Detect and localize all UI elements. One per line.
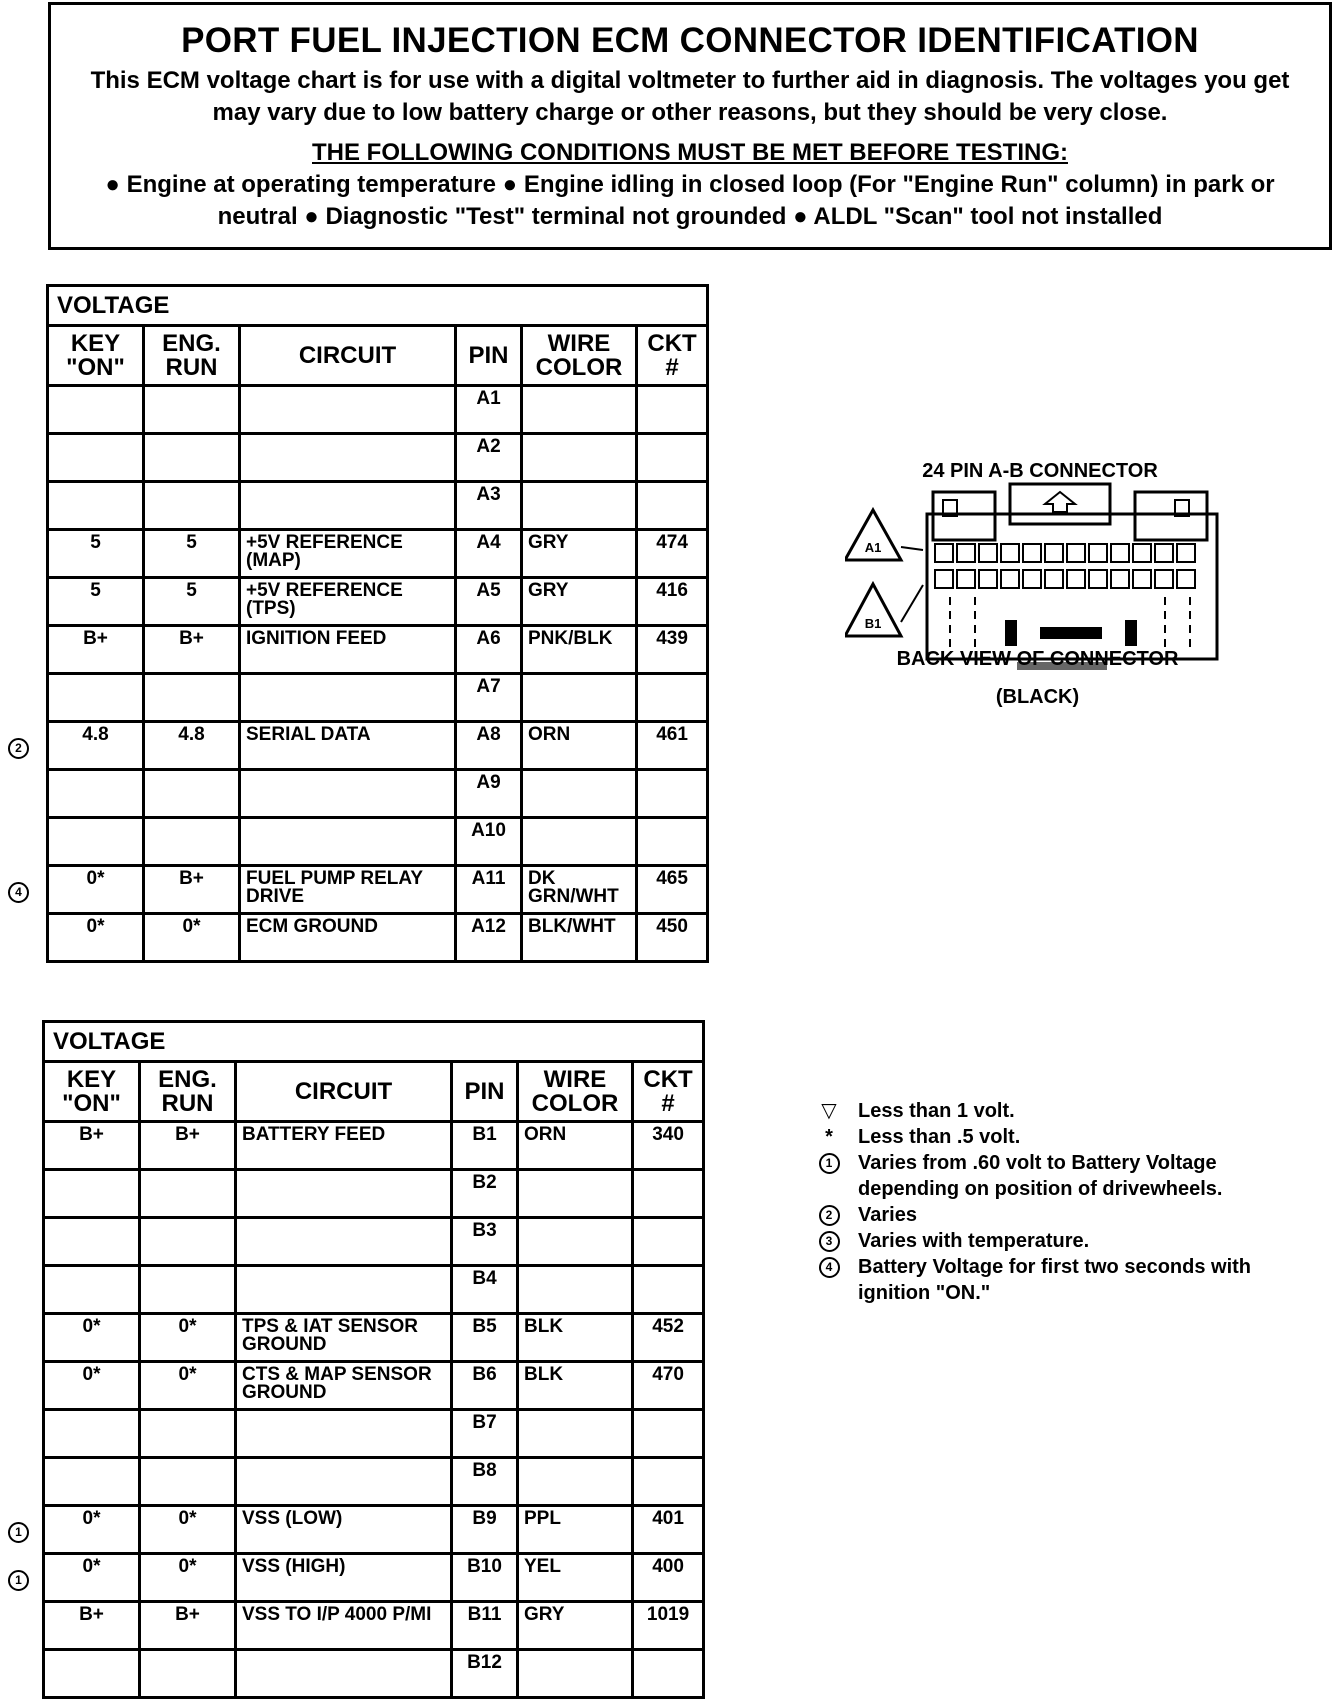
key-on-cell: 0* <box>48 866 144 914</box>
eng-run-cell: 0* <box>140 1362 236 1410</box>
eng-run-cell <box>140 1458 236 1506</box>
eng-run-cell: B+ <box>144 626 240 674</box>
ckt-header: CKT # <box>637 326 708 386</box>
wire-color-cell: BLK <box>518 1362 633 1410</box>
wire-color-cell: BLK <box>518 1314 633 1362</box>
circled-number-icon: 3 <box>819 1231 840 1252</box>
ckt-header: CKT # <box>633 1062 704 1122</box>
eng-run-cell: B+ <box>140 1122 236 1170</box>
wire-color-cell: ORN <box>518 1122 633 1170</box>
pin-cell: B12 <box>452 1650 518 1698</box>
circuit-cell <box>240 818 456 866</box>
wire-color-cell: DK GRN/WHT <box>522 866 637 914</box>
wire-color-cell <box>522 386 637 434</box>
pin-cell: B1 <box>452 1122 518 1170</box>
key-on-cell <box>44 1410 140 1458</box>
table-row <box>44 1170 704 1218</box>
ckt-cell <box>633 1410 704 1458</box>
pin-cell: B5 <box>452 1314 518 1362</box>
table-row <box>44 1410 704 1458</box>
key-on-cell: 0* <box>44 1554 140 1602</box>
circuit-header: CIRCUIT <box>240 326 456 386</box>
note-marker-icon: 2 <box>8 738 29 759</box>
legend-symbol <box>800 1254 858 1306</box>
legend-text: Less than .5 volt. <box>858 1126 1021 1148</box>
table-row <box>44 1554 704 1602</box>
legend-item <box>800 1124 1320 1150</box>
table-row <box>44 1650 704 1698</box>
wire-color-cell: GRY <box>518 1602 633 1650</box>
pin-cell: A3 <box>456 482 522 530</box>
wire-color-cell <box>518 1266 633 1314</box>
legend-text: Less than 1 volt. <box>858 1100 1015 1122</box>
eng-run-cell <box>144 386 240 434</box>
ckt-cell: 400 <box>633 1554 704 1602</box>
b1-triangle-label: B1 <box>864 616 882 631</box>
ckt-cell: 401 <box>633 1506 704 1554</box>
pin-cell: B2 <box>452 1170 518 1218</box>
ckt-cell <box>637 674 708 722</box>
circuit-header: CIRCUIT <box>236 1062 452 1122</box>
table-row <box>44 1218 704 1266</box>
ckt-cell: 465 <box>637 866 708 914</box>
table-row <box>48 434 708 482</box>
eng-run-cell <box>144 674 240 722</box>
key-on-cell: 0* <box>48 914 144 962</box>
wire-color-cell: GRY <box>522 530 637 578</box>
circuit-cell: VSS (LOW) <box>236 1506 452 1554</box>
legend-item <box>800 1254 1320 1306</box>
eng-run-cell: 0* <box>144 914 240 962</box>
ckt-cell <box>633 1218 704 1266</box>
key-on-cell <box>48 434 144 482</box>
pin-cell: B4 <box>452 1266 518 1314</box>
legend-item <box>800 1202 1320 1228</box>
legend-item <box>800 1098 1320 1124</box>
legend-symbol <box>800 1098 858 1124</box>
circuit-cell: CTS & MAP SENSOR GROUND <box>236 1362 452 1410</box>
circuit-cell <box>240 482 456 530</box>
key-on-cell: 0* <box>44 1506 140 1554</box>
conditions-title: THE FOLLOWING CONDITIONS MUST BE MET BEFORE TESTING: <box>312 139 1068 166</box>
circuit-cell <box>236 1410 452 1458</box>
table-row <box>48 530 708 578</box>
key-on-cell <box>48 482 144 530</box>
pin-cell: B10 <box>452 1554 518 1602</box>
eng-run-cell: 5 <box>144 530 240 578</box>
legend-symbol <box>800 1228 858 1254</box>
pin-cell: A5 <box>456 578 522 626</box>
table-row <box>44 1458 704 1506</box>
key-on-cell <box>48 770 144 818</box>
key-on-cell: B+ <box>44 1122 140 1170</box>
wire-color-cell <box>518 1170 633 1218</box>
legend-symbol-glyph: * <box>825 1126 833 1148</box>
legend-text: Varies <box>858 1204 917 1226</box>
ckt-cell: 461 <box>637 722 708 770</box>
wire-color-cell: ORN <box>522 722 637 770</box>
pin-cell: B3 <box>452 1218 518 1266</box>
table-row <box>48 386 708 434</box>
connector-caption: BACK VIEW OF CONNECTOR <box>896 648 1179 670</box>
connector-title: 24 PIN A-B CONNECTOR <box>922 460 1158 482</box>
eng-run-cell <box>144 770 240 818</box>
wire-color-cell <box>518 1218 633 1266</box>
eng-run-cell <box>140 1218 236 1266</box>
key-on-cell <box>48 674 144 722</box>
table-row <box>44 1602 704 1650</box>
table-row <box>48 770 708 818</box>
eng-run-cell <box>140 1650 236 1698</box>
pin-cell: A12 <box>456 914 522 962</box>
wire-color-cell <box>518 1650 633 1698</box>
legend-symbol <box>800 1150 858 1202</box>
key-on-cell: 4.8 <box>48 722 144 770</box>
wire-color-header: WIRE COLOR <box>522 326 637 386</box>
circuit-cell: FUEL PUMP RELAY DRIVE <box>240 866 456 914</box>
key-on-cell <box>44 1218 140 1266</box>
pin-header: PIN <box>452 1062 518 1122</box>
table-row <box>48 818 708 866</box>
note-marker-icon: 1 <box>8 1570 29 1591</box>
key-on-cell: 0* <box>44 1362 140 1410</box>
pin-cell: A6 <box>456 626 522 674</box>
pin-cell: A9 <box>456 770 522 818</box>
ckt-cell <box>637 818 708 866</box>
circled-number-icon: 4 <box>819 1257 840 1278</box>
connector-diagram <box>845 460 1230 720</box>
ckt-cell <box>633 1458 704 1506</box>
table-row <box>48 626 708 674</box>
pin-cell: A11 <box>456 866 522 914</box>
circuit-cell <box>236 1218 452 1266</box>
key-on-header: KEY "ON" <box>48 326 144 386</box>
ckt-cell <box>633 1170 704 1218</box>
eng-run-header: ENG. RUN <box>140 1062 236 1122</box>
circuit-cell <box>236 1458 452 1506</box>
circled-number-icon: 1 <box>819 1153 840 1174</box>
pin-cell: B8 <box>452 1458 518 1506</box>
eng-run-cell <box>140 1170 236 1218</box>
table-row <box>48 578 708 626</box>
note-marker-icon: 4 <box>8 882 29 903</box>
ckt-cell <box>637 482 708 530</box>
legend-symbol-glyph: ▽ <box>821 1100 837 1122</box>
key-on-cell <box>44 1650 140 1698</box>
circuit-cell <box>240 386 456 434</box>
key-on-header: KEY "ON" <box>44 1062 140 1122</box>
circuit-cell: IGNITION FEED <box>240 626 456 674</box>
key-on-cell: 5 <box>48 530 144 578</box>
pin-cell: A4 <box>456 530 522 578</box>
wire-color-cell <box>522 434 637 482</box>
wire-color-cell <box>522 818 637 866</box>
circuit-cell: +5V REFERENCE (MAP) <box>240 530 456 578</box>
header-box <box>48 2 1332 250</box>
pin-cell: A7 <box>456 674 522 722</box>
pin-cell: B11 <box>452 1602 518 1650</box>
voltage-header: VOLTAGE <box>48 286 708 326</box>
key-on-cell: B+ <box>44 1602 140 1650</box>
wire-color-cell: GRY <box>522 578 637 626</box>
wire-color-header: WIRE COLOR <box>518 1062 633 1122</box>
legend-item <box>800 1228 1320 1254</box>
ckt-cell <box>637 434 708 482</box>
pin-cell: A2 <box>456 434 522 482</box>
table-row <box>48 866 708 914</box>
ckt-cell: 474 <box>637 530 708 578</box>
legend <box>800 1098 1320 1306</box>
circuit-cell <box>236 1266 452 1314</box>
ckt-cell: 450 <box>637 914 708 962</box>
eng-run-cell: B+ <box>140 1602 236 1650</box>
legend-text: Battery Voltage for first two seconds with ignition "ON." <box>858 1256 1252 1304</box>
key-on-cell <box>44 1170 140 1218</box>
legend-symbol <box>800 1202 858 1228</box>
pin-cell: B7 <box>452 1410 518 1458</box>
wire-color-cell: PNK/BLK <box>522 626 637 674</box>
eng-run-header: ENG. RUN <box>144 326 240 386</box>
intro-text: This ECM voltage chart is for use with a digital voltmeter to further aid in diagnosis. The voltages you get may vary due to low battery charge or other reasons, but they should be very close. <box>90 67 1290 126</box>
ckt-cell: 452 <box>633 1314 704 1362</box>
key-on-cell <box>48 818 144 866</box>
legend-symbol <box>800 1124 858 1150</box>
wire-color-cell <box>518 1458 633 1506</box>
table-row <box>48 914 708 962</box>
ckt-cell <box>637 386 708 434</box>
key-on-cell: 0* <box>44 1314 140 1362</box>
voltage-header: VOLTAGE <box>44 1022 704 1062</box>
circuit-cell: BATTERY FEED <box>236 1122 452 1170</box>
ckt-cell <box>633 1650 704 1698</box>
legend-item <box>800 1150 1320 1202</box>
ckt-cell <box>637 770 708 818</box>
wire-color-cell <box>518 1410 633 1458</box>
wire-color-cell: BLK/WHT <box>522 914 637 962</box>
ckt-cell: 340 <box>633 1122 704 1170</box>
eng-run-cell: 5 <box>144 578 240 626</box>
pin-cell: B9 <box>452 1506 518 1554</box>
circuit-cell: ECM GROUND <box>240 914 456 962</box>
circuit-cell <box>236 1650 452 1698</box>
key-on-cell <box>44 1458 140 1506</box>
wire-color-cell: PPL <box>518 1506 633 1554</box>
ckt-cell: 439 <box>637 626 708 674</box>
wire-color-cell <box>522 674 637 722</box>
circuit-cell <box>236 1170 452 1218</box>
pin-cell: A8 <box>456 722 522 770</box>
circled-number-icon: 2 <box>819 1205 840 1226</box>
table-row <box>48 482 708 530</box>
circuit-cell: TPS & IAT SENSOR GROUND <box>236 1314 452 1362</box>
circuit-cell <box>240 434 456 482</box>
eng-run-cell <box>140 1410 236 1458</box>
a1-triangle-label: A1 <box>864 540 882 555</box>
eng-run-cell <box>144 434 240 482</box>
table-row <box>44 1362 704 1410</box>
eng-run-cell <box>144 482 240 530</box>
table-row <box>44 1122 704 1170</box>
legend-text: Varies from .60 volt to Battery Voltage depending on position of drivewheels. <box>858 1152 1223 1200</box>
key-on-cell <box>48 386 144 434</box>
connector-a-table <box>46 284 709 963</box>
eng-run-cell: 0* <box>140 1554 236 1602</box>
circuit-cell: SERIAL DATA <box>240 722 456 770</box>
ckt-cell <box>633 1266 704 1314</box>
connector-color: (BLACK) <box>995 686 1080 708</box>
ckt-cell: 416 <box>637 578 708 626</box>
legend-text: Varies with temperature. <box>858 1230 1090 1252</box>
circuit-cell: VSS (HIGH) <box>236 1554 452 1602</box>
eng-run-cell <box>140 1266 236 1314</box>
ckt-cell: 470 <box>633 1362 704 1410</box>
eng-run-cell: B+ <box>144 866 240 914</box>
pin-cell: B6 <box>452 1362 518 1410</box>
table-row <box>48 722 708 770</box>
pin-cell: A10 <box>456 818 522 866</box>
key-on-cell: 5 <box>48 578 144 626</box>
circuit-cell <box>240 674 456 722</box>
pin-cell: A1 <box>456 386 522 434</box>
wire-color-cell <box>522 482 637 530</box>
wire-color-cell <box>522 770 637 818</box>
conditions-text: ● Engine at operating temperature ● Engine idling in closed loop (For "Engine Run" column) in park or neutral ● Diagnostic "Test" terminal not grounded ● ALDL "Scan" tool not installed <box>105 171 1275 230</box>
page-title: PORT FUEL INJECTION ECM CONNECTOR IDENTIFICATION <box>181 21 1199 60</box>
table-row <box>44 1266 704 1314</box>
circuit-cell <box>240 770 456 818</box>
circuit-cell: VSS TO I/P 4000 P/MI <box>236 1602 452 1650</box>
note-marker-icon: 1 <box>8 1522 29 1543</box>
eng-run-cell: 4.8 <box>144 722 240 770</box>
table-row <box>44 1314 704 1362</box>
eng-run-cell: 0* <box>140 1314 236 1362</box>
pin-header: PIN <box>456 326 522 386</box>
wire-color-cell: YEL <box>518 1554 633 1602</box>
table-row <box>44 1506 704 1554</box>
ckt-cell: 1019 <box>633 1602 704 1650</box>
eng-run-cell: 0* <box>140 1506 236 1554</box>
eng-run-cell <box>144 818 240 866</box>
circuit-cell: +5V REFERENCE (TPS) <box>240 578 456 626</box>
key-on-cell <box>44 1266 140 1314</box>
table-row <box>48 674 708 722</box>
key-on-cell: B+ <box>48 626 144 674</box>
connector-b-table <box>42 1020 705 1699</box>
